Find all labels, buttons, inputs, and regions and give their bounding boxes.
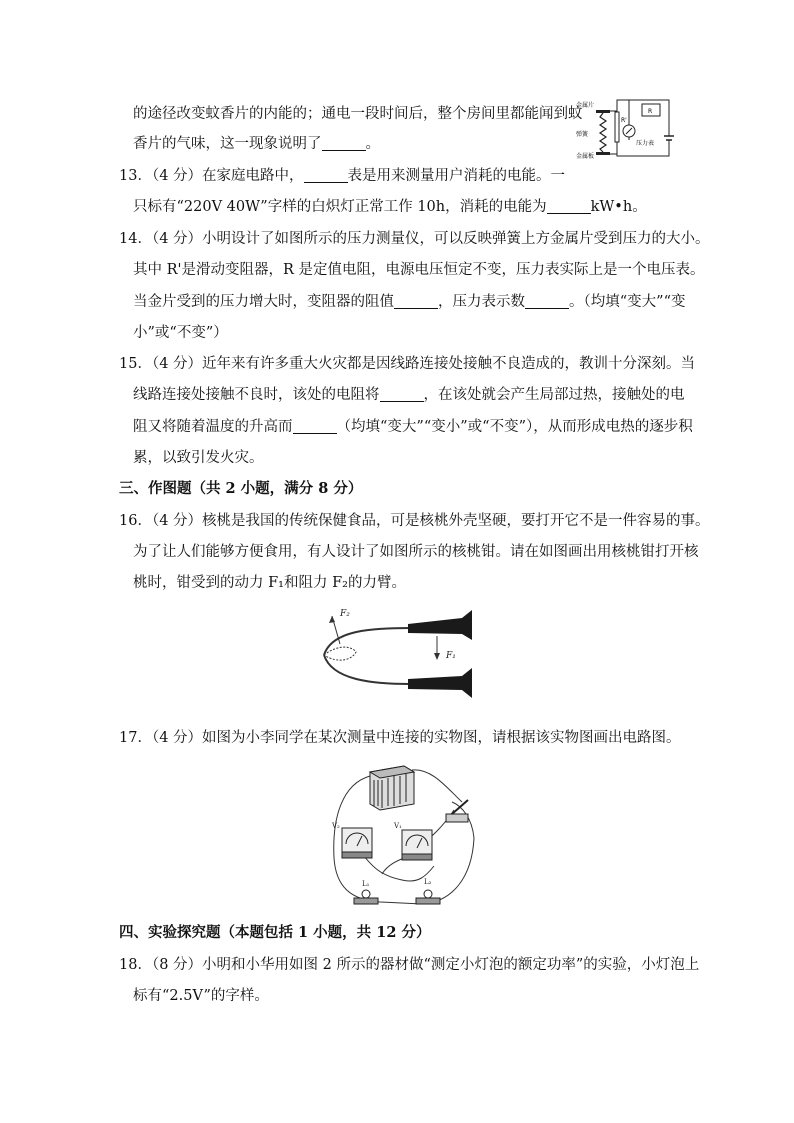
fig17-label-v1: V₁ xyxy=(394,822,402,830)
voltmeter-v1 xyxy=(402,830,432,860)
q14-line1: 14．（4 分）小明设计了如图所示的压力测量仪，可以反映弹簧上方金属片受到压力的大小。 xyxy=(119,231,710,247)
fig17-label-l2: L₂ xyxy=(424,878,432,886)
metal-plate-top xyxy=(596,110,610,113)
q14-text-c: 。（均填“变大”“变 xyxy=(569,294,686,310)
q12-line2 xyxy=(133,134,380,154)
answer-blank xyxy=(304,168,348,183)
q13-text-c: 只标有“220V 40W”字样的白炽灯正常工作 10h，消耗的电能为 xyxy=(133,199,547,215)
fig16-label-f1: F₁ xyxy=(446,651,456,661)
fig14-label-r: R xyxy=(648,108,653,115)
voltmeter-v2 xyxy=(342,828,372,858)
answer-blank xyxy=(394,294,438,309)
q17-line1: 17．（4 分）如图为小李同学在某次测量中连接的实物图，请根据该实物图画出电路图。 xyxy=(119,730,681,746)
lamp-l2 xyxy=(416,890,440,904)
circuit-figure xyxy=(322,758,486,908)
answer-blank xyxy=(547,199,591,214)
q14-line3 xyxy=(133,292,686,312)
q15-text-c: 阻又将随着温度的升高而 xyxy=(133,419,293,435)
q14-line2: 其中 R'是滑动变阻器，R 是定值电阻，电源电压恒定不变，压力表实际上是一个电压表。 xyxy=(133,262,705,278)
fig14-label-meter: 压力表 xyxy=(636,140,655,147)
q14-line4: 小”或“不变”） xyxy=(133,325,228,341)
q14-text-b: ，压力表示数 xyxy=(438,294,525,310)
q13-line1 xyxy=(119,166,565,186)
q15-line4: 累，以致引发火灾。 xyxy=(133,450,264,466)
fig17-label-v2: V₂ xyxy=(332,822,340,830)
fig16-label-f2: F₂ xyxy=(340,609,350,619)
q13-text-b: 表是用来测量用户消耗的电能。一 xyxy=(347,168,566,184)
q15-text-d: （均填“变大”“变小”或“不变”），从而形成电热的逐步积 xyxy=(336,419,693,435)
q12-line2-text: 香片的气味，这一现象说明了 xyxy=(133,136,322,152)
switch-icon xyxy=(446,800,468,822)
q16-line2: 为了让人们能够方便食用，有人设计了如图所示的核桃钳。请在如图画出用核桃钳打开核 xyxy=(133,544,699,560)
section3-heading: 三、作图题（共 2 小题，满分 8 分） xyxy=(119,480,363,497)
fig14-label-rprime: R' xyxy=(621,117,627,124)
q15-text-b: ，在该处就会产生局部过热，接触处的电 xyxy=(423,387,685,403)
answer-blank xyxy=(293,419,337,434)
spring-icon xyxy=(600,113,606,152)
q18-line2: 标有“2.5V”的字样。 xyxy=(133,988,269,1004)
q15-line3 xyxy=(133,417,693,437)
q12-line1: 的途径改变蚊香片的内能的；通电一段时间后，整个房间里都能闻到蚊 xyxy=(133,106,583,122)
q13-text-a: 13．（4 分）在家庭电路中， xyxy=(119,168,304,184)
q16-line1: 16．（4 分）核桃是我国的传统保健食品，可是核桃外壳坚硬，要打开它不是一件容易的事。 xyxy=(119,513,710,529)
q15-line2 xyxy=(133,385,685,405)
battery-box xyxy=(370,766,414,810)
fig14-label-bottom: 金属板 xyxy=(576,153,595,160)
nutcracker-figure xyxy=(312,600,484,708)
section4-heading: 四、实验探究题（本题包括 1 小题，共 12 分） xyxy=(119,924,431,941)
q18-line1: 18．（8 分）小明和小华用如图 2 所示的器材做“测定小灯泡的额定功率”的实验，小灯泡上 xyxy=(119,957,700,973)
pressure-meter-figure xyxy=(574,96,674,162)
q15-text-a: 线路连接处接触不良时，该处的电阻将 xyxy=(133,387,380,403)
rheostat xyxy=(615,112,619,142)
answer-blank xyxy=(322,136,366,151)
q15-line1: 15．（4 分）近年来有许多重大火灾都是因线路连接处接触不良造成的，教训十分深刻。当 xyxy=(119,356,696,372)
fig17-label-l1: L₁ xyxy=(362,880,370,888)
upper-handle xyxy=(408,610,472,640)
answer-blank xyxy=(525,294,569,309)
metal-plate-bottom xyxy=(596,152,610,155)
answer-blank xyxy=(380,387,424,402)
lower-handle xyxy=(408,668,472,698)
fig14-label-spring: 弹簧 xyxy=(576,131,589,138)
q16-line3: 桃时，钳受到的动力 F₁和阻力 F₂的力臂。 xyxy=(133,575,406,591)
fig14-label-top: 金属片 xyxy=(576,102,595,109)
q14-text-a: 当金片受到的压力增大时，变阻器的阻值 xyxy=(133,294,394,310)
q13-line2 xyxy=(133,197,647,217)
q13-text-d: kW•h。 xyxy=(590,199,647,215)
q12-line2-end: 。 xyxy=(365,136,380,152)
